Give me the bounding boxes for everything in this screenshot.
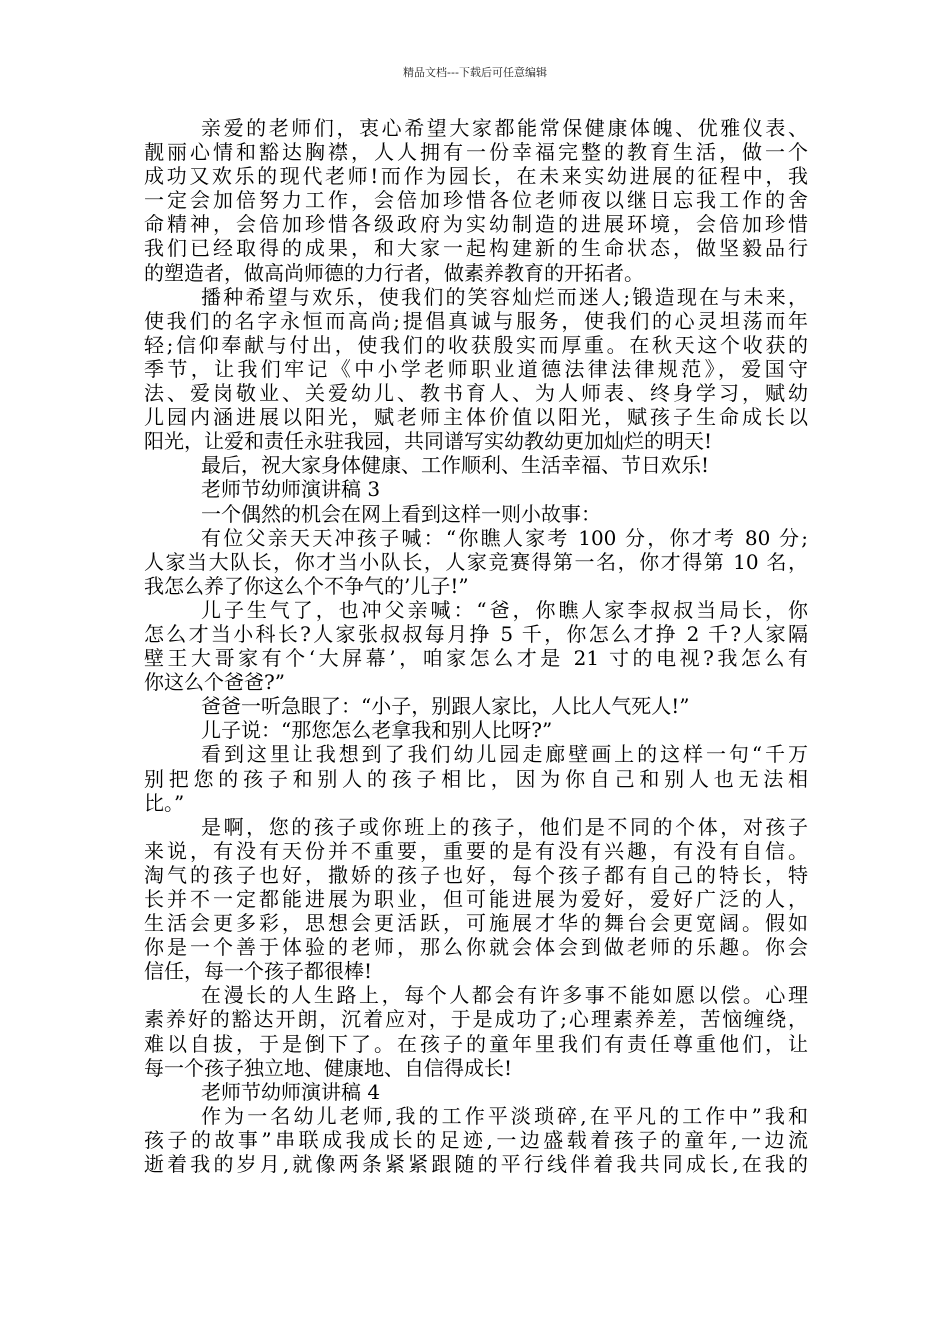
text-line: 孩子的故事”串联成我成长的足迹,一边盛载着孩子的童年,一边流 — [144, 1127, 808, 1152]
page-header: 精品文档---下载后可任意编辑 — [403, 66, 547, 79]
text-line: 我们已经取得的成果，和大家一起构建新的生命状态，做坚毅品行 — [144, 236, 808, 261]
text-line: 轻;信仰奉献与付出，使我们的收获殷实而厚重。在秋天这个收获的 — [144, 332, 808, 357]
text-line: 看到这里让我想到了我们幼儿园走廊壁画上的这样一句“千万 — [201, 742, 808, 767]
text-line: 信任，每一个孩子都很棒! — [144, 959, 373, 984]
text-line: 成功又欢乐的现代老师!而作为园长，在未来实幼进展的征程中，我 — [144, 164, 808, 189]
text-line: 难以自拔，于是倒下了。在孩子的童年里我们有责任尊重他们，让 — [144, 1031, 808, 1056]
text-line: 每一个孩子独立地、健康地、自信得成长! — [144, 1055, 513, 1080]
text-line: 爸爸一听急眼了：“小子，别跟人家比，人比人气死人!” — [201, 694, 690, 719]
text-line: 有位父亲天天冲孩子喊：“你瞧人家考 100 分，你才考 80 分; — [201, 525, 808, 550]
text-line: 老师节幼师演讲稿 4 — [201, 1079, 381, 1104]
document-body — [144, 116, 808, 1176]
text-line: 的塑造者，做高尚师德的力行者，做素养教育的开拓者。 — [144, 260, 644, 285]
text-line: 是啊，您的孩子或你班上的孩子，他们是不同的个体，对孩子 — [201, 814, 808, 839]
text-line: 人家当大队长，你才当小队长，人家竞赛得第一名，你才得第 10 名， — [144, 549, 808, 574]
text-line: 命精神，会倍加珍惜各级政府为实幼制造的进展环境，会倍加珍惜 — [144, 212, 808, 237]
text-line: 季节，让我们牢记《中小学老师职业道德法律法律规范》，爱国守 — [144, 356, 808, 381]
text-line: 儿园内涵进展以阳光，赋老师主体价值以阳光，赋孩子生命成长以 — [144, 405, 808, 430]
text-line: 比。” — [144, 790, 185, 815]
text-line: 一个偶然的机会在网上看到这样一则小故事： — [201, 501, 601, 526]
text-line: 靓丽心情和豁达胸襟，人人拥有一份幸福完整的教育生活，做一个 — [144, 140, 808, 165]
text-line: 亲爱的老师们，衷心希望大家都能常保健康体魄、优雅仪表、 — [201, 116, 808, 140]
text-line: 你是一个善于体验的老师，那么你就会体会到做老师的乐趣。你会 — [144, 935, 808, 960]
text-line: 怎么才当小科长?人家张叔叔每月挣 5 千，你怎么才挣 2 千?人家隔 — [144, 621, 808, 646]
text-line: 儿子生气了，也冲父亲喊：“爸，你瞧人家李叔叔当局长，你 — [201, 597, 808, 622]
text-line: 别把您的孩子和别人的孩子相比，因为你自己和别人也无法相 — [144, 766, 808, 791]
text-line: 老师节幼师演讲稿 3 — [201, 477, 381, 502]
text-line: 儿子说：“那您怎么老拿我和别人比呀?” — [201, 718, 553, 743]
text-line: 作为一名幼儿老师,我的工作平淡琐碎,在平凡的工作中”我和 — [201, 1103, 808, 1128]
text-line: 阳光，让爱和责任永驻我园，共同谱写实幼教幼更加灿烂的明天! — [144, 429, 713, 454]
text-line: 播种希望与欢乐，使我们的笑容灿烂而迷人;锻造现在与未来， — [201, 284, 808, 309]
text-line: 最后，祝大家身体健康、工作顺利、生活幸福、节日欢乐! — [201, 453, 710, 478]
text-line: 生活会更多彩，思想会更活跃，可施展才华的舞台会更宽阔。假如 — [144, 911, 808, 936]
text-line: 长并不一定都能进展为职业，但可能进展为爱好，爱好广泛的人， — [144, 887, 808, 911]
text-line: 在漫长的人生路上，每个人都会有许多事不能如愿以偿。心理 — [201, 983, 808, 1008]
text-line: 来说，有没有天份并不重要，重要的是有没有兴趣，有没有自信。 — [144, 838, 808, 863]
text-line: 逝着我的岁月,就像两条紧紧跟随的平行线伴着我共同成长,在我的 — [144, 1152, 808, 1177]
text-line: 使我们的名字永恒而高尚;提倡真诚与服务，使我们的心灵坦荡而年 — [144, 308, 808, 333]
text-line: 我怎么养了你这么个不争气的’儿子!” — [144, 573, 469, 598]
text-line: 你这么个爸爸?” — [144, 670, 285, 695]
text-line: 法、爱岗敬业、关爱幼儿、教书育人、为人师表、终身学习，赋幼 — [144, 381, 808, 406]
text-line: 淘气的孩子也好，撒娇的孩子也好，每个孩子都有自己的特长，特 — [144, 862, 808, 887]
text-line: 一定会加倍努力工作，会倍加珍惜各位老师夜以继日忘我工作的舍 — [144, 188, 808, 213]
text-line: 素养好的豁达开朗，沉着应对，于是成功了;心理素养差，苦恼缠绕， — [144, 1007, 808, 1032]
text-line: 壁王大哥家有个‘大屏幕’，咱家怎么才是 21 寸的电视?我怎么有 — [144, 646, 808, 671]
